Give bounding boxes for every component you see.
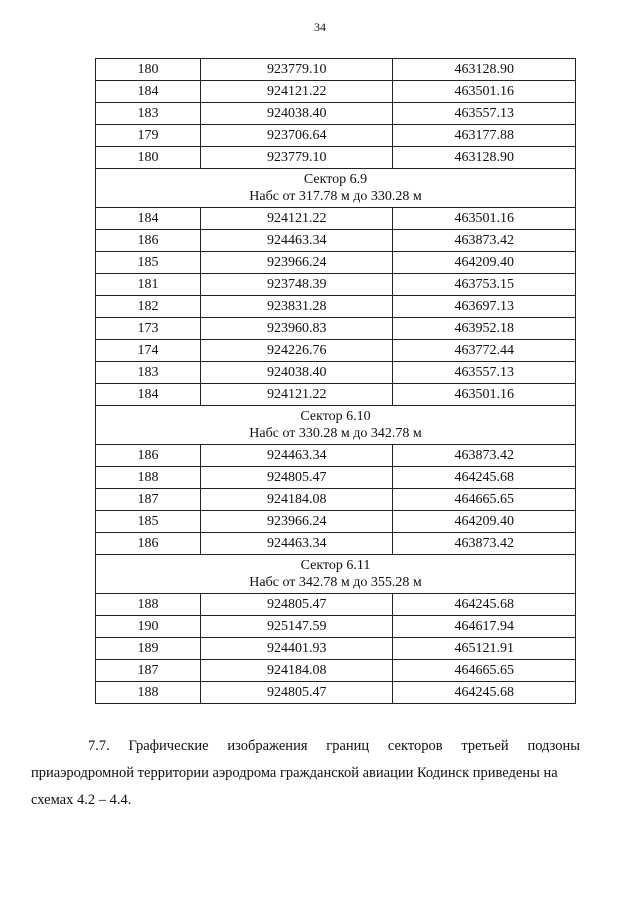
y-coordinate-cell: 463697.13	[393, 296, 576, 318]
point-number-cell: 189	[96, 638, 201, 660]
point-number-cell: 190	[96, 616, 201, 638]
x-coordinate-cell: 924121.22	[201, 81, 393, 103]
x-coordinate-cell: 924805.47	[201, 682, 393, 704]
y-coordinate-cell: 463873.42	[393, 445, 576, 467]
point-number-cell: 186	[96, 533, 201, 555]
paragraph-number: 7.7.	[88, 738, 110, 754]
paragraph-line-3: схемах 4.2 – 4.4.	[31, 792, 132, 808]
paragraph-word: Графические	[128, 738, 209, 754]
sector-header-row	[96, 169, 576, 208]
x-coordinate-cell: 924038.40	[201, 103, 393, 125]
x-coordinate-cell: 923779.10	[201, 147, 393, 169]
y-coordinate-cell: 464245.68	[393, 467, 576, 489]
x-coordinate-cell: 924805.47	[201, 594, 393, 616]
y-coordinate-cell: 463753.15	[393, 274, 576, 296]
point-number-cell: 184	[96, 384, 201, 406]
y-coordinate-cell: 464209.40	[393, 252, 576, 274]
sector-title: Сектор 6.10	[300, 409, 371, 424]
x-coordinate-cell: 924184.08	[201, 489, 393, 511]
table-row	[96, 489, 576, 511]
table-row	[96, 208, 576, 230]
table-row	[96, 103, 576, 125]
y-coordinate-cell: 464245.68	[393, 682, 576, 704]
paragraph-word: границ	[326, 738, 370, 754]
y-coordinate-cell: 464665.65	[393, 660, 576, 682]
y-coordinate-cell: 465121.91	[393, 638, 576, 660]
y-coordinate-cell: 463128.90	[393, 59, 576, 81]
table-row	[96, 682, 576, 704]
point-number-cell: 180	[96, 59, 201, 81]
table-row	[96, 81, 576, 103]
paragraph-word: изображения	[227, 738, 308, 754]
x-coordinate-cell: 923960.83	[201, 318, 393, 340]
y-coordinate-cell: 464665.65	[393, 489, 576, 511]
y-coordinate-cell: 463873.42	[393, 533, 576, 555]
x-coordinate-cell: 923831.28	[201, 296, 393, 318]
point-number-cell: 184	[96, 208, 201, 230]
x-coordinate-cell: 924463.34	[201, 533, 393, 555]
x-coordinate-cell: 924121.22	[201, 208, 393, 230]
y-coordinate-cell: 463952.18	[393, 318, 576, 340]
point-number-cell: 181	[96, 274, 201, 296]
y-coordinate-cell: 463873.42	[393, 230, 576, 252]
paragraph-line-1	[88, 733, 580, 760]
point-number-cell: 185	[96, 252, 201, 274]
y-coordinate-cell: 464617.94	[393, 616, 576, 638]
y-coordinate-cell: 464245.68	[393, 594, 576, 616]
table-row	[96, 638, 576, 660]
table-row	[96, 362, 576, 384]
table-row	[96, 147, 576, 169]
sector-header-row	[96, 406, 576, 445]
point-number-cell: 180	[96, 147, 201, 169]
x-coordinate-cell: 923748.39	[201, 274, 393, 296]
point-number-cell: 187	[96, 489, 201, 511]
point-number-cell: 188	[96, 594, 201, 616]
coordinates-table	[95, 58, 576, 704]
point-number-cell: 182	[96, 296, 201, 318]
table-row	[96, 318, 576, 340]
sector-height-range: Набс от 317.78 м до 330.28 м	[249, 189, 422, 204]
x-coordinate-cell: 924121.22	[201, 384, 393, 406]
point-number-cell: 173	[96, 318, 201, 340]
y-coordinate-cell: 464209.40	[393, 511, 576, 533]
x-coordinate-cell: 923779.10	[201, 59, 393, 81]
sector-height-range: Набс от 342.78 м до 355.28 м	[249, 575, 422, 590]
point-number-cell: 188	[96, 467, 201, 489]
table-row	[96, 230, 576, 252]
x-coordinate-cell: 923706.64	[201, 125, 393, 147]
y-coordinate-cell: 463128.90	[393, 147, 576, 169]
sector-height-range: Набс от 330.28 м до 342.78 м	[249, 426, 422, 441]
paragraph-line-2: приаэродромной территории аэродрома гражданской авиации Кодинск приведены на	[31, 765, 558, 781]
x-coordinate-cell: 924226.76	[201, 340, 393, 362]
point-number-cell: 186	[96, 445, 201, 467]
table-row	[96, 616, 576, 638]
y-coordinate-cell: 463501.16	[393, 208, 576, 230]
paragraph-word: третьей	[461, 738, 509, 754]
point-number-cell: 188	[96, 682, 201, 704]
table-row	[96, 384, 576, 406]
point-number-cell: 174	[96, 340, 201, 362]
x-coordinate-cell: 925147.59	[201, 616, 393, 638]
page-number: 34	[314, 20, 326, 34]
table-row	[96, 445, 576, 467]
y-coordinate-cell: 463557.13	[393, 362, 576, 384]
x-coordinate-cell: 924401.93	[201, 638, 393, 660]
table-row	[96, 252, 576, 274]
point-number-cell: 183	[96, 103, 201, 125]
table-row	[96, 594, 576, 616]
point-number-cell: 179	[96, 125, 201, 147]
point-number-cell: 187	[96, 660, 201, 682]
table-row	[96, 511, 576, 533]
point-number-cell: 183	[96, 362, 201, 384]
table-row	[96, 59, 576, 81]
sector-title: Сектор 6.9	[303, 172, 368, 187]
x-coordinate-cell: 924184.08	[201, 660, 393, 682]
sector-header	[96, 169, 576, 208]
x-coordinate-cell: 924463.34	[201, 445, 393, 467]
table-row	[96, 125, 576, 147]
table-row	[96, 660, 576, 682]
sector-header	[96, 555, 576, 594]
paragraph-word: подзоны	[527, 738, 580, 754]
y-coordinate-cell: 463501.16	[393, 81, 576, 103]
sector-header	[96, 406, 576, 445]
y-coordinate-cell: 463772.44	[393, 340, 576, 362]
x-coordinate-cell: 924463.34	[201, 230, 393, 252]
x-coordinate-cell: 923966.24	[201, 511, 393, 533]
table-row	[96, 467, 576, 489]
point-number-cell: 184	[96, 81, 201, 103]
point-number-cell: 185	[96, 511, 201, 533]
sector-header-row	[96, 555, 576, 594]
sector-title: Сектор 6.11	[300, 558, 371, 573]
y-coordinate-cell: 463501.16	[393, 384, 576, 406]
x-coordinate-cell: 924038.40	[201, 362, 393, 384]
x-coordinate-cell: 924805.47	[201, 467, 393, 489]
paragraph-7-7	[31, 733, 580, 814]
x-coordinate-cell: 923966.24	[201, 252, 393, 274]
y-coordinate-cell: 463177.88	[393, 125, 576, 147]
point-number-cell: 186	[96, 230, 201, 252]
y-coordinate-cell: 463557.13	[393, 103, 576, 125]
table-row	[96, 296, 576, 318]
table-row	[96, 340, 576, 362]
paragraph-word: секторов	[387, 738, 443, 754]
table-row	[96, 274, 576, 296]
table-row	[96, 533, 576, 555]
